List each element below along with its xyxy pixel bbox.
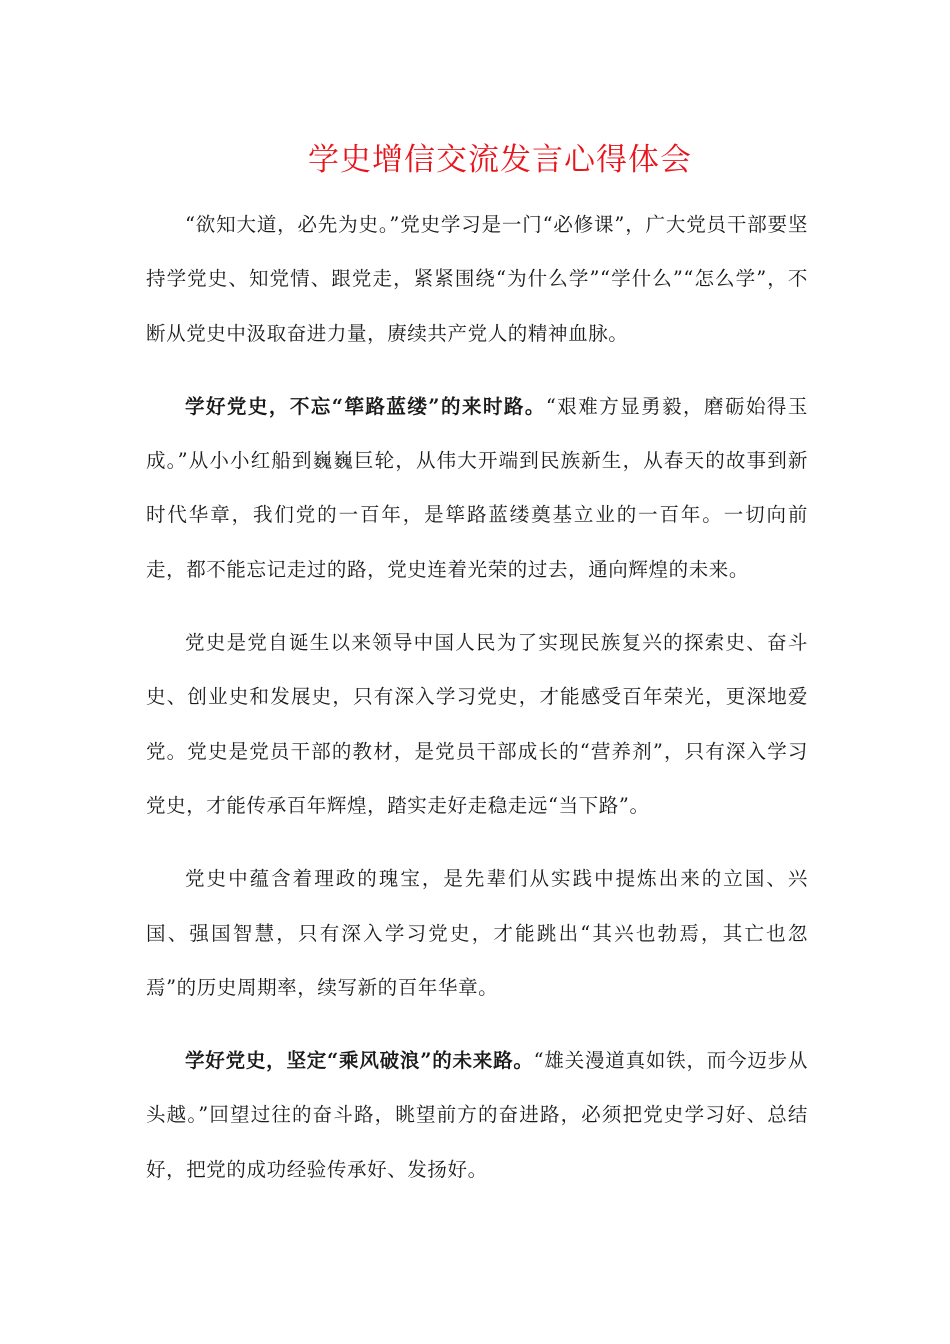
paragraph-intro [146,198,808,361]
paragraph-body-3 [146,852,808,1015]
document-body [146,198,808,1197]
paragraph-text: 党史中蕴含着理政的瑰宝，是先辈们从实践中提炼出来的立国、兴国、强国智慧，只有深入学习党史，才能跳出“其兴也勃焉，其亡也忽焉”的历史周期率，续写新的百年华章。 [146,867,808,999]
paragraph-body-2 [146,616,808,833]
paragraph-lead: 学好党史，坚定“乘风破浪”的未来路。 [185,1049,534,1073]
paragraph-lead: 学好党史，不忘“筚路蓝缕”的来时路。 [185,394,546,418]
paragraph-text: “艰难方显勇毅，磨砺始得玉成。”从小小红船到巍巍巨轮，从伟大开端到民族新生，从春天的故事到新时代华章，我们党的一百年，是筚路蓝缕奠基立业的一百年。一切向前走，都不能忘记走过的路，党史连着光荣的过去，通向辉煌的未来。 [146,394,808,581]
paragraph-section-2 [146,1034,808,1197]
paragraph-text: “欲知大道，必先为史。”党史学习是一门“必修课”，广大党员干部要坚持学党史、知党情、跟党走，紧紧围绕“为什么学”“学什么”“怎么学”，不断从党史中汲取奋进力量，赓续共产党人的精神血脉。 [146,213,808,345]
document-title: 学史增信交流发言心得体会 [308,142,692,178]
paragraph-text: 党史是党自诞生以来领导中国人民为了实现民族复兴的探索史、奋斗史、创业史和发展史，只有深入学习党史，才能感受百年荣光，更深地爱党。党史是党员干部的教材，是党员干部成长的“营养剂”，只有深入学习党史，才能传承百年辉煌，踏实走好走稳走远“当下路”。 [146,631,808,817]
paragraph-section-1 [146,380,808,597]
paragraph-text: “雄关漫道真如铁，而今迈步从头越。”回望过往的奋斗路，眺望前方的奋进路，必须把党史学习好、总结好，把党的成功经验传承好、发扬好。 [146,1049,808,1181]
